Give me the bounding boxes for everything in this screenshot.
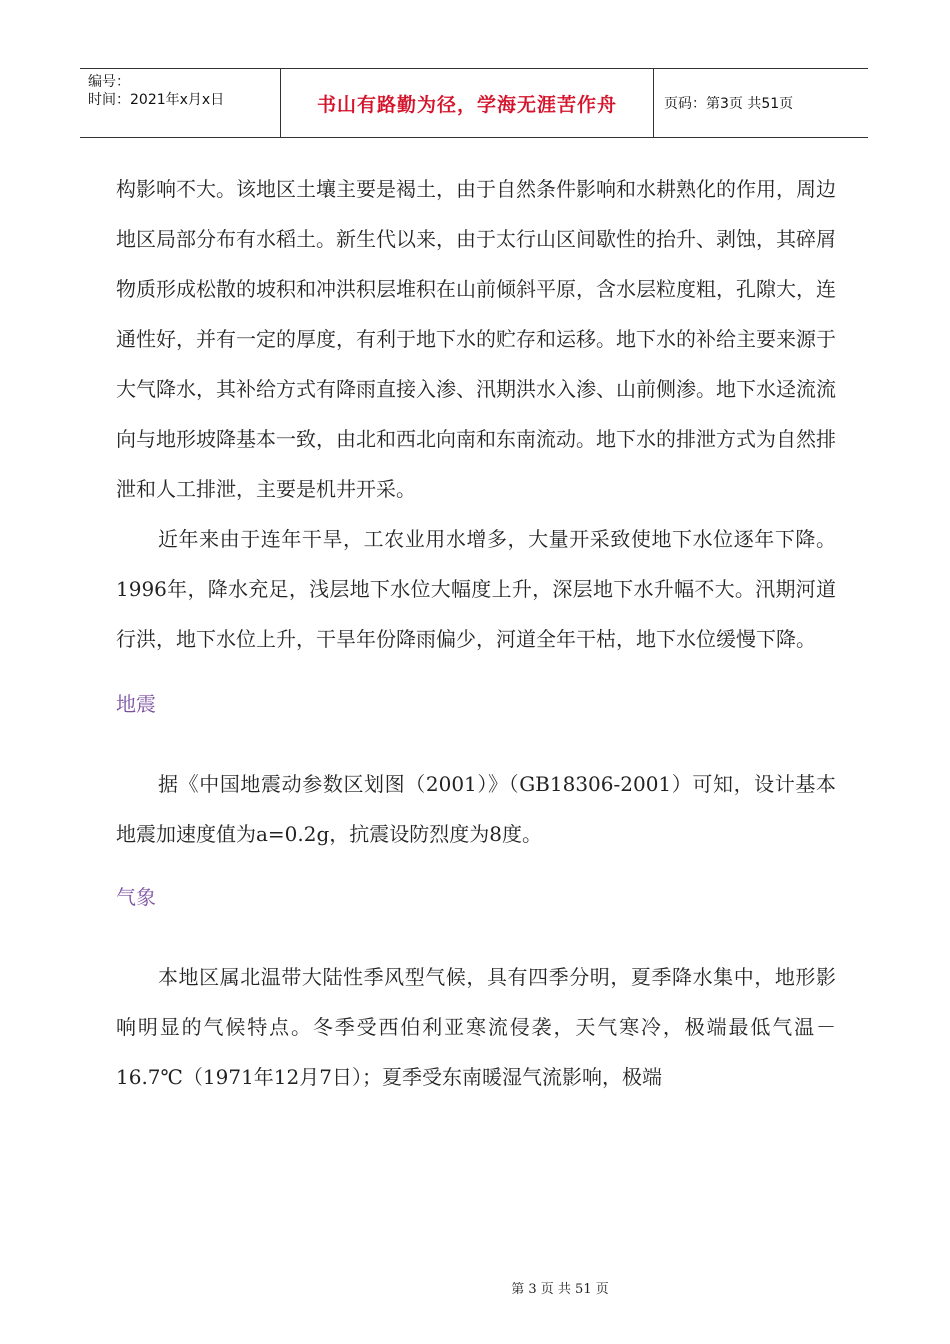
- document-header: [80, 68, 868, 138]
- header-motto: 书山有路勤为径，学海无涯苦作舟: [280, 69, 654, 137]
- page-footer: 第 3 页 共 51 页: [511, 1282, 609, 1297]
- document-body: [116, 164, 836, 1102]
- section-heading-earthquake: 地震: [116, 692, 156, 716]
- header-page-info: 页码：第3页 共51页: [664, 96, 794, 112]
- section-heading-climate: 气象: [116, 885, 156, 909]
- date-label: 时间：2021年x月x日: [88, 92, 225, 108]
- header-meta: [80, 69, 280, 137]
- paragraph-water-level: 近年来由于连年干旱，工农业用水增多，大量开采致使地下水位逐年下降。1996年，降水充足，浅层地下水位大幅度上升，深层地下水升幅不大。汛期河道行洪，地下水位上升，干旱年份降雨偏少，河道全年干枯，地下水位缓慢下降。: [116, 527, 836, 651]
- paragraph-earthquake: 据《中国地震动参数区划图（2001）》（GB18306-2001）可知，设计基本地震加速度值为a=0.2g，抗震设防烈度为8度。: [116, 772, 836, 846]
- paragraph-soil-groundwater: 构影响不大。该地区土壤主要是褐土，由于自然条件影响和水耕熟化的作用，周边地区局部分布有水稻土。新生代以来，由于太行山区间歇性的抬升、剥蚀，其碎屑物质形成松散的坡积和冲洪积层堆积在山前倾斜平原，含水层粒度粗，孔隙大，连通性好，并有一定的厚度，有利于地下水的贮存和运移。地下水的补给主要来源于大气降水，其补给方式有降雨直接入渗、汛期洪水入渗、山前侧渗。地下水迳流流向与地形坡降基本一致，由北和西北向南和东南流动。地下水的排泄方式为自然排泄和人工排泄，主要是机井开采。: [116, 177, 836, 501]
- number-label: 编号：: [88, 74, 130, 90]
- paragraph-climate: 本地区属北温带大陆性季风型气候，具有四季分明，夏季降水集中，地形影响明显的气候特点。冬季受西伯利亚寒流侵袭，天气寒冷，极端最低气温－16.7℃（1971年12月7日）；夏季受东南暖湿气流影响，极端: [116, 965, 836, 1089]
